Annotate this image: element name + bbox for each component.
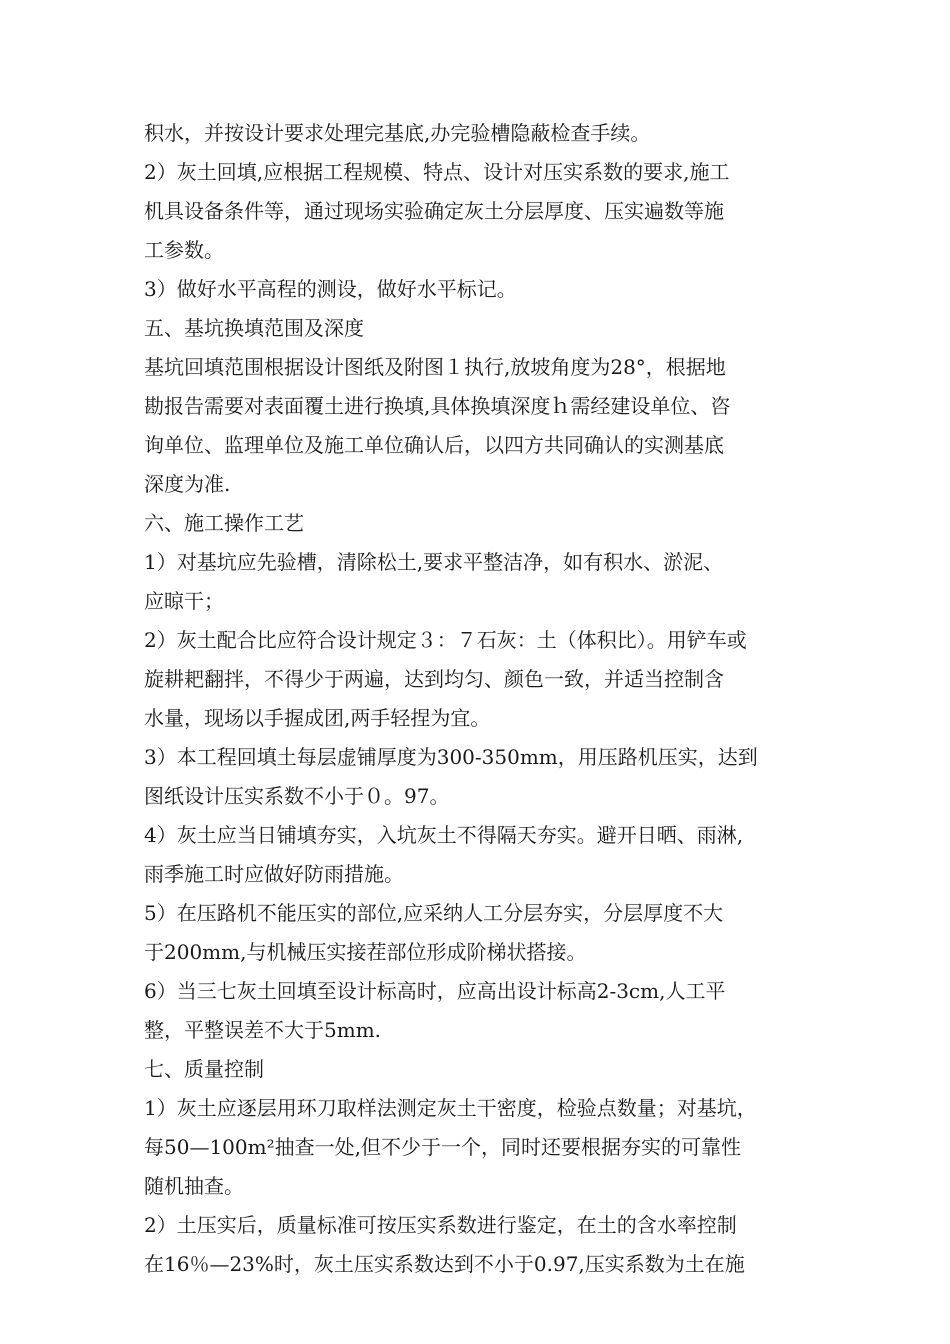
text-line: 1）灰土应逐层用环刀取样法测定灰土干密度，检验点数量；对基坑， (144, 1096, 757, 1120)
section-heading: 六、施工操作工艺 (144, 511, 304, 535)
section-heading: 五、基坑换填范围及深度 (144, 316, 364, 340)
text-line: 积水，并按设计要求处理完基底,办完验槽隐蔽检查手续。 (144, 121, 651, 145)
text-line: 1）对基坑应先验槽，清除松土,要求平整洁净，如有积水、淤泥、 (144, 550, 724, 574)
text-line: 水量，现场以手握成团,两手轻捏为宜。 (144, 706, 491, 730)
text-line: 整，平整误差不大于5mm. (144, 1018, 382, 1042)
text-line: 询单位、监理单位及施工单位确认后，以四方共同确认的实测基底 (144, 433, 724, 457)
text-line: 于200mm,与机械压实接茬部位形成阶梯状搭接。 (144, 940, 587, 964)
text-line: 每50—100m²抽查一处,但不少于一个，同时还要根据夯实的可靠性 (144, 1135, 741, 1159)
text-line: 基坑回填范围根据设计图纸及附图１执行,放坡角度为28°，根据地 (144, 355, 726, 379)
text-line: 雨季施工时应做好防雨措施。 (144, 862, 404, 886)
text-line: 旋耕耙翻拌，不得少于两遍，达到均匀、颜色一致，并适当控制含 (144, 667, 724, 691)
text-line: 6）当三七灰土回填至设计标高时，应高出设计标高2-3cm,人工平 (144, 979, 726, 1003)
text-line: 2）灰土回填,应根据工程规模、特点、设计对压实系数的要求,施工 (144, 160, 730, 184)
text-line: 随机抽查。 (144, 1174, 244, 1198)
text-line: 5）在压路机不能压实的部位,应采纳人工分层夯实，分层厚度不大 (144, 901, 724, 925)
text-line: 勘报告需要对表面覆土进行换填,具体换填深度ｈ需经建设单位、咨 (144, 394, 731, 418)
text-line: 工参数。 (144, 238, 224, 262)
text-line: 2）灰土配合比应符合设计规定３：７石灰：土（体积比）。用铲车或 (144, 628, 747, 652)
text-line: 图纸设计压实系数不小于０。97。 (144, 784, 450, 808)
section-heading: 七、质量控制 (144, 1057, 264, 1081)
text-line: 在16％—23%时，灰土压实系数达到不小于0.97,压实系数为土在施 (144, 1252, 745, 1276)
document-body (144, 114, 824, 1284)
text-line: 3）本工程回填土每层虚铺厚度为300-350mm，用压路机压实，达到 (144, 745, 758, 769)
text-line: 深度为准. (144, 472, 231, 496)
text-line: 4）灰土应当日铺填夯实，入坑灰土不得隔天夯实。避开日晒、雨淋, (144, 823, 744, 847)
text-line: 3）做好水平高程的测设，做好水平标记。 (144, 277, 517, 301)
text-line: 机具设备条件等，通过现场实验确定灰土分层厚度、压实遍数等施 (144, 199, 724, 223)
text-line: 应晾干； (144, 589, 224, 613)
text-line: 2）土压实后，质量标准可按压实系数进行鉴定，在土的含水率控制 (144, 1213, 737, 1237)
